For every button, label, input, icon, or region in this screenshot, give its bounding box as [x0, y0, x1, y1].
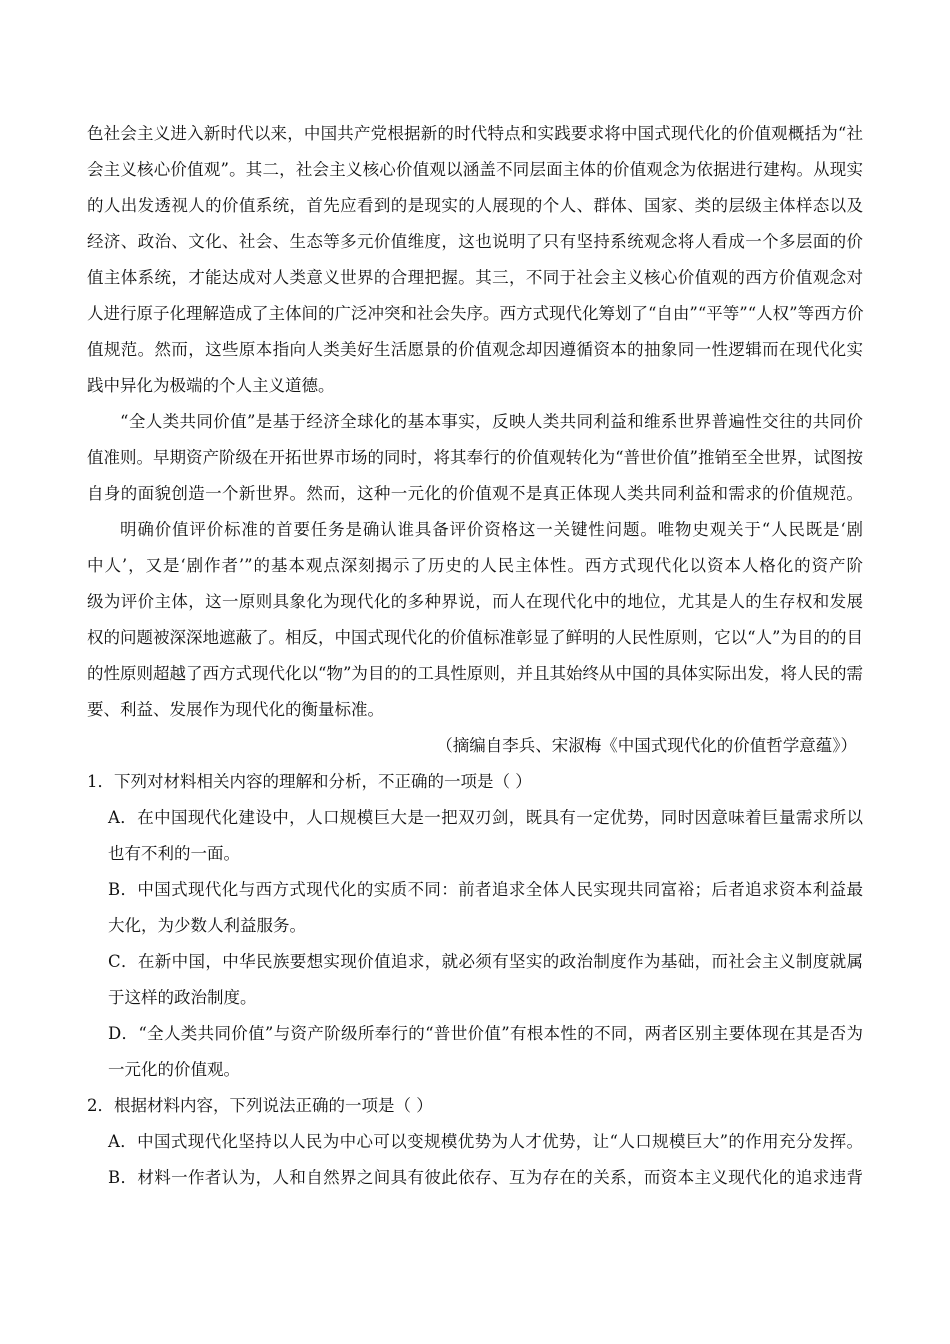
paragraph-2 [87, 404, 863, 512]
text-line: 级为评价主体，这一原则具象化为现代化的多种界说，而人在现代化中的地位，尤其是人的生存权和发展 [87, 592, 863, 611]
text-line: 自身的面貌创造一个新世界。然而，这种一元化的价值观不是真正体现人类共同利益和需求的价值规范。 [87, 484, 863, 503]
option-c: C．在新中国，中华民族要想实现价值追求，就必须有坚实的政治制度作为基础，而社会主义制度就属 [108, 952, 863, 971]
option-d: D．“全人类共同价值”与资产阶级所奉行的“普世价值”有根本性的不同，两者区别主要体现在其是否为 [108, 1024, 863, 1043]
text-line: 值主体系统，才能达成对人类意义世界的合理把握。其三，不同于社会主义核心价值观的西方价值观念对 [87, 268, 863, 287]
option-b: B．材料一作者认为，人和自然界之间具有彼此依存、互为存在的关系，而资本主义现代化的追求违背 [108, 1168, 863, 1187]
source-citation: （摘编自李兵、宋淑梅《中国式现代化的价值哲学意蕴》） [436, 736, 857, 755]
question-stem: 2．根据材料内容，下列说法正确的一项是（ ） [87, 1096, 433, 1115]
text-line: 权的问题被深深地遮蔽了。相反，中国式现代化的价值标准彰显了鲜明的人民性原则，它以“人”为目的的目 [87, 628, 863, 647]
text-line: 会主义核心价值观”。其二，社会主义核心价值观以涵盖不同层面主体的价值观念为依据进行建构。从现实 [87, 160, 863, 179]
option-a: A．中国式现代化坚持以人民为中心可以变规模优势为人才优势，让“人口规模巨大”的作用充分发挥。 [108, 1132, 863, 1151]
text-line: 色社会主义进入新时代以来，中国共产党根据新的时代特点和实践要求将中国式现代化的价值观概括为“社 [87, 124, 863, 143]
paragraph-1 [87, 116, 863, 404]
text-line: “全人类共同价值”是基于经济全球化的基本事实，反映人类共同利益和维系世界普遍性交往的共同价 [120, 412, 863, 431]
option-d-continued: 一元化的价值观。 [108, 1060, 240, 1079]
question-1 [87, 764, 863, 1088]
text-line: 要、利益、发展作为现代化的衡量标准。 [87, 700, 384, 719]
option-b: B．中国式现代化与西方式现代化的实质不同：前者追求全体人民实现共同富裕；后者追求资本利益最 [108, 880, 863, 899]
text-line: 经济、政治、文化、社会、生态等多元价值维度，这也说明了只有坚持系统观念将人看成一个多层面的价 [87, 232, 863, 251]
text-line: 明确价值评价标准的首要任务是确认谁具备评价资格这一关键性问题。唯物史观关于“人民既是‘剧 [120, 520, 863, 539]
question-stem: 1．下列对材料相关内容的理解和分析，不正确的一项是（ ） [87, 772, 532, 791]
option-a: A．在中国现代化建设中，人口规模巨大是一把双刃剑，既具有一定优势，同时因意味着巨量需求所以 [108, 808, 863, 827]
text-line: 中人’，又是‘剧作者’”的基本观点深刻揭示了历史的人民主体性。西方式现代化以资本人格化的资产阶 [87, 556, 863, 575]
document-body [87, 116, 863, 1196]
text-line: 践中异化为极端的个人主义道德。 [87, 376, 335, 395]
question-2 [87, 1088, 863, 1196]
option-a-continued: 也有不利的一面。 [108, 844, 240, 863]
paragraph-3 [87, 512, 863, 728]
option-c-continued: 于这样的政治制度。 [108, 988, 257, 1007]
text-line: 值准则。早期资产阶级在开拓世界市场的同时，将其奉行的价值观转化为“普世价值”推销至全世界，试图按 [87, 448, 863, 467]
text-line: 值规范。然而，这些原本指向人类美好生活愿景的价值观念却因遵循资本的抽象同一性逻辑而在现代化实 [87, 340, 863, 359]
text-line: 的人出发透视人的价值系统，首先应看到的是现实的人展现的个人、群体、国家、类的层级主体样态以及 [87, 196, 863, 215]
text-line: 人进行原子化理解造成了主体间的广泛冲突和社会失序。西方式现代化筹划了“自由”“平等”“人权”等西方价 [87, 304, 864, 323]
text-line: 的性原则超越了西方式现代化以“物”为目的的工具性原则，并且其始终从中国的具体实际出发，将人民的需 [87, 664, 863, 683]
option-b-continued: 大化，为少数人利益服务。 [108, 916, 306, 935]
